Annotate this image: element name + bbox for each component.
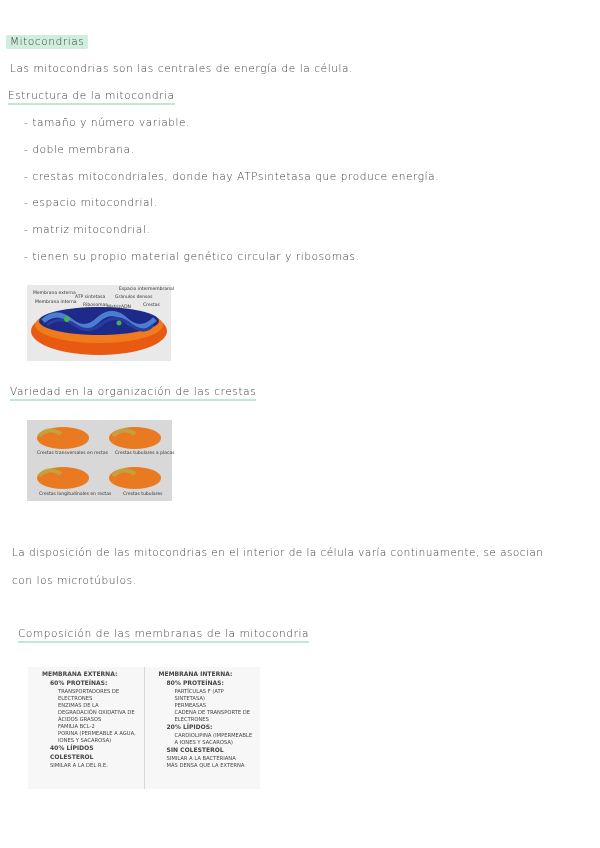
- crest-label: Crestas tubulares a placas: [115, 451, 175, 456]
- label-atp: ATP sintetasa: [75, 295, 106, 300]
- internal-membrane-column: [144, 667, 261, 789]
- mitochondria-diagram: [27, 285, 174, 361]
- label-matriz: Matriz: [107, 305, 121, 310]
- internal-similar-1: SIMILAR A LA BACTERIANA: [166, 756, 236, 762]
- structure-item: - espacio mitocondrial.: [24, 197, 158, 209]
- external-cholesterol: COLESTEROL: [50, 754, 94, 761]
- external-similar: SIMILAR A LA DEL R.E.: [50, 763, 108, 769]
- label-adn: ADN: [121, 305, 131, 310]
- internal-cholesterol: SIN COLESTEROL: [166, 747, 224, 754]
- external-proteins: 60% PROTEÍNAS:: [50, 680, 108, 687]
- disposition-text-line2: con los microtúbulos.: [12, 575, 137, 587]
- external-protein-item: PORINA (PERMEABLE A AGUA, IONES Y SACAROSA): [58, 731, 136, 744]
- structure-item: - tamaño y número variable.: [24, 117, 191, 129]
- label-granulos: Gránulos densos: [115, 295, 153, 300]
- crest-label: Crestas tubulares: [123, 492, 163, 497]
- label-membrana-interna: Membrana interna: [35, 300, 77, 305]
- structure-heading: Estructura de la mitocondria: [8, 90, 175, 105]
- structure-item: - matriz mitocondrial.: [24, 224, 151, 236]
- internal-proteins: 80% PROTEÍNAS:: [166, 680, 224, 687]
- disposition-text-line1: La disposición de las mitocondrias en el interior de la célula varía continuamente, se asocian: [12, 547, 544, 559]
- crest-variety-illustration: [27, 420, 172, 501]
- label-crestas: Crestas: [143, 303, 160, 308]
- internal-lipids: 20% LÍPIDOS:: [166, 724, 213, 731]
- label-ribosomas: Ribosomas: [83, 303, 108, 308]
- variety-heading: Variedad en la organización de las crestas: [10, 386, 256, 401]
- internal-protein-item: CADENA DE TRANSPORTE DE ELECTRONES: [174, 710, 251, 723]
- external-protein-item: FAMILIA BCL-2: [58, 724, 95, 730]
- external-membrane-column: [28, 667, 144, 789]
- structure-item: - doble membrana.: [24, 144, 135, 156]
- crest-variety-diagram: [27, 420, 175, 501]
- structure-item: - tienen su propio material genético circular y ribosomas.: [24, 251, 360, 263]
- composition-table: [28, 667, 260, 789]
- page-title: Mitocondrias: [6, 36, 88, 48]
- internal-title: MEMBRANA INTERNA:: [158, 671, 233, 678]
- external-lipids: 40% LÍPIDOS: [50, 745, 94, 752]
- intro-text: Las mitocondrias son las centrales de energía de la célula.: [10, 63, 353, 75]
- internal-lipid-item: CARDIOLIPINA (IMPERMEABLE A IONES Y SACAROSA): [174, 733, 253, 746]
- composition-heading: Composición de las membranas de la mitocondria: [18, 628, 309, 643]
- external-protein-item: TRANSPORTADORES DE ELECTRONES: [58, 689, 120, 702]
- internal-protein-item: PARTÍCULAS F (ATP SINTETASA): [174, 689, 224, 702]
- external-protein-item: ENZIMAS DE LA DEGRADACIÓN OXIDATIVA DE ÁCIDOS GRASOS: [58, 703, 135, 723]
- internal-similar-2: MÁS DENSA QUE LA EXTERNA: [166, 763, 245, 769]
- crest-label: Crestas transversales en rectas: [37, 451, 108, 456]
- structure-item: - crestas mitocondriales, donde hay ATPsintetasa que produce energía.: [24, 171, 440, 183]
- internal-protein-item: PERMEASAS: [174, 703, 207, 709]
- label-membrana-externa: Membrana externa: [33, 291, 76, 296]
- external-title: MEMBRANA EXTERNA:: [42, 671, 118, 678]
- crest-label: Crestas longitudinales en rectas: [39, 492, 112, 497]
- label-espacio: Espacio intermembranal: [119, 287, 174, 292]
